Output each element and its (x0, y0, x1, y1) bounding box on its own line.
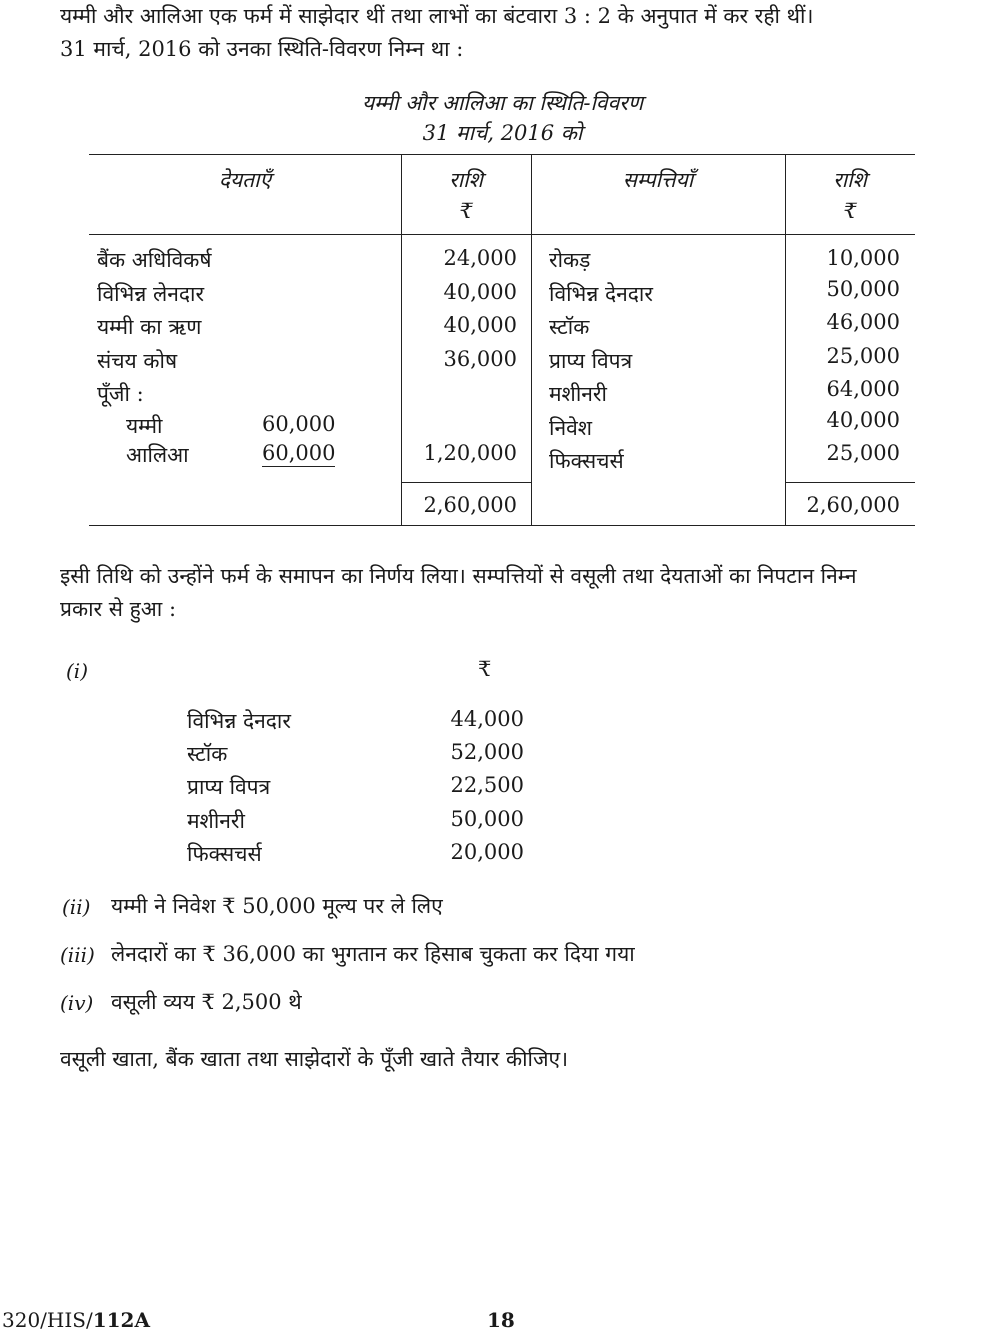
question-text: वसूली खाता, बैंक खाता तथा साझेदारों के पूँजी खाते तैयार कीजिए। (60, 1047, 569, 1071)
asset-label: प्राप्य विपत्र (549, 349, 633, 373)
partner-capital-amount: 60,000 (262, 412, 336, 436)
page-number: 18 (487, 1308, 515, 1332)
header-currency-left: ₹ (459, 199, 473, 223)
realisation-amount: 44,000 (450, 707, 524, 731)
partner-name: यम्मी (126, 414, 163, 438)
note-text: वसूली व्यय ₹ 2,500 थे (111, 990, 302, 1014)
asset-label: फिक्सचर्स (549, 449, 624, 473)
asset-label: विभिन्न देनदार (549, 282, 653, 306)
dissolution-paragraph (60, 560, 945, 626)
header-amount-right: राशि (833, 168, 867, 192)
realisation-label: फिक्सचर्स (187, 842, 262, 866)
item-marker: (i) (66, 659, 89, 683)
intro-line-2: 31 मार्च, 2016 को उनका स्थिति-विवरण निम्न था : (60, 37, 464, 61)
capital-total-amount: 1,20,000 (423, 441, 517, 465)
paper-code-bold: 112A (92, 1308, 150, 1332)
balance-sheet-title-line-1: यम्मी और आलिआ का स्थिति-विवरण (361, 91, 644, 115)
balance-sheet-title-line-2: 31 मार्च, 2016 को (422, 121, 583, 145)
liability-label: बैंक अधिविकर्ष (97, 248, 212, 272)
header-currency-right: ₹ (843, 199, 857, 223)
realisation-label: स्टॉक (187, 742, 228, 766)
table-header-rule (89, 234, 915, 235)
balance-sheet-title (90, 88, 915, 148)
realisation-amount: 50,000 (450, 807, 524, 831)
liability-amount: 40,000 (443, 280, 517, 304)
liability-label: विभिन्न लेनदार (97, 282, 205, 306)
dissolution-line-1: इसी तिथि को उन्होंने फर्म के समापन का निर्णय लिया। सम्पत्तियों से वसूली तथा देयताओं का निपटान निम्न (60, 564, 857, 588)
table-bottom-rule (89, 525, 915, 526)
column-divider-2 (531, 154, 532, 526)
realisation-amount: 22,500 (450, 773, 524, 797)
liability-label: संचय कोष (97, 349, 178, 373)
paper-code (2, 1308, 150, 1332)
header-amount-left: राशि (449, 168, 483, 192)
capital-label: पूँजी : (97, 382, 144, 406)
realisation-amount: 20,000 (450, 840, 524, 864)
liabilities-total-rule (401, 482, 531, 483)
item-marker: (iii) (60, 943, 95, 967)
realisation-currency: ₹ (478, 657, 492, 681)
partner-name: आलिआ (126, 443, 189, 467)
note-text: लेनदारों का ₹ 36,000 का भुगतान कर हिसाब चुकता कर दिया गया (111, 942, 635, 966)
realisation-label: विभिन्न देनदार (187, 709, 291, 733)
liabilities-total: 2,60,000 (423, 493, 517, 517)
dissolution-line-2: प्रकार से हुआ : (60, 597, 177, 621)
realisation-label: मशीनरी (187, 809, 245, 833)
asset-amount: 10,000 (826, 246, 900, 270)
paper-code-prefix: 320/HIS/ (2, 1308, 93, 1332)
asset-amount: 25,000 (826, 344, 900, 368)
liability-amount: 36,000 (443, 347, 517, 371)
asset-amount: 64,000 (826, 377, 900, 401)
asset-amount: 50,000 (826, 277, 900, 301)
note-text: यम्मी ने निवेश ₹ 50,000 मूल्य पर ले लिए (111, 894, 443, 918)
intro-paragraph (60, 0, 945, 66)
asset-label: मशीनरी (549, 382, 607, 406)
assets-total-rule (785, 482, 915, 483)
liability-amount: 24,000 (443, 246, 517, 270)
liability-label: यम्मी का ऋण (97, 315, 202, 339)
table-top-rule (89, 154, 915, 155)
partner-capital-amount: 60,000 (262, 441, 336, 465)
asset-amount: 25,000 (826, 441, 900, 465)
realisation-amount: 52,000 (450, 740, 524, 764)
asset-label: रोकड़ (549, 248, 591, 272)
liability-amount: 40,000 (443, 313, 517, 337)
asset-label: निवेश (549, 416, 593, 440)
realisation-label: प्राप्य विपत्र (187, 775, 271, 799)
assets-total: 2,60,000 (806, 493, 900, 517)
header-assets: सम्पत्तियाँ (622, 168, 694, 192)
item-marker: (iv) (60, 991, 94, 1015)
item-marker: (ii) (62, 895, 91, 919)
intro-line-1: यम्मी और आलिआ एक फर्म में साझेदार थीं तथा लाभों का बंटवारा 3 : 2 के अनुपात में कर रही थीं। (60, 4, 814, 28)
header-liabilities: देयताएँ (218, 168, 272, 192)
asset-label: स्टॉक (549, 315, 590, 339)
asset-amount: 46,000 (826, 310, 900, 334)
asset-amount: 40,000 (826, 408, 900, 432)
